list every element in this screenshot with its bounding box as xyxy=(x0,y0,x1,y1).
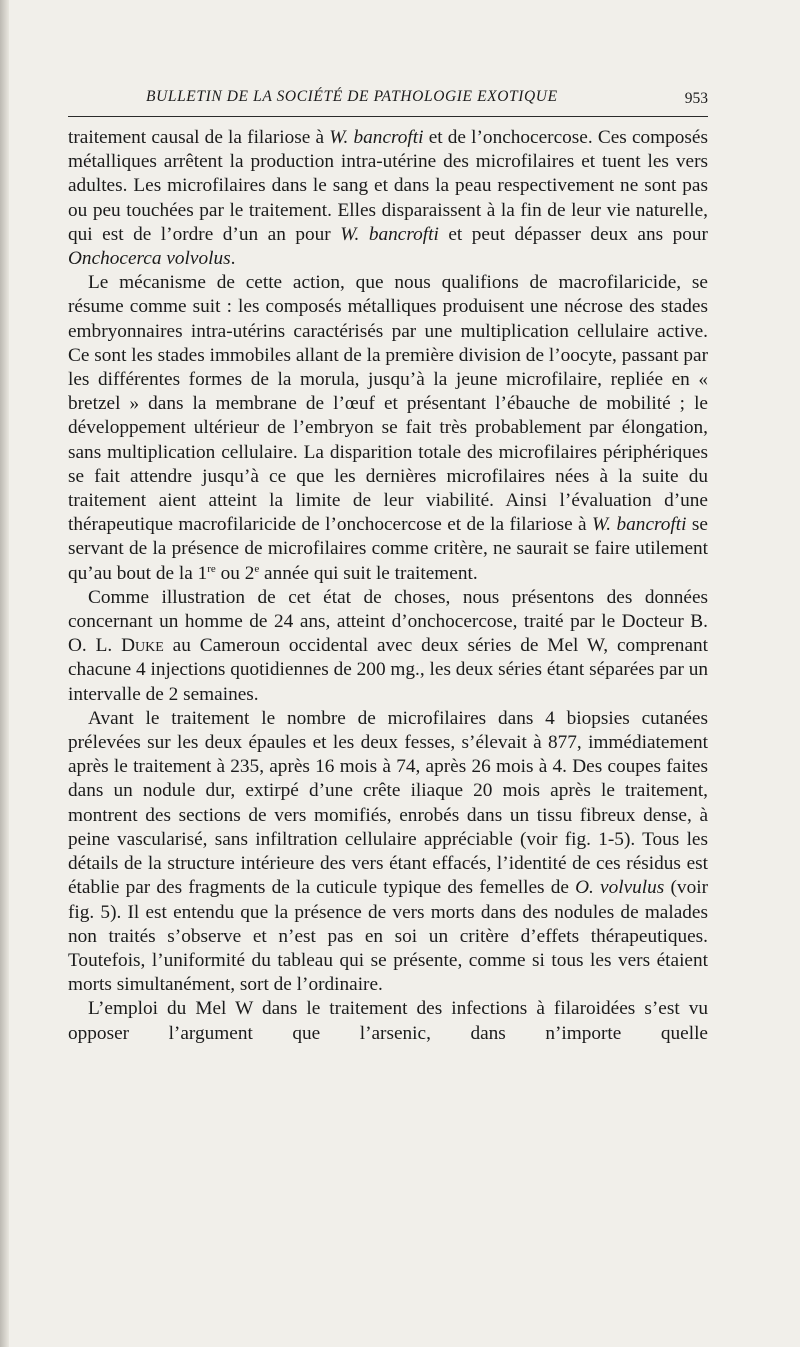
page-number: 953 xyxy=(684,90,708,107)
paragraph xyxy=(68,707,708,997)
text-run: L’emploi du Mel W dans le traitement des infections à filaroidées s’est vu opposer l’argument que l’arsenic, dans n’importe quelle xyxy=(68,998,708,1044)
paragraph xyxy=(68,997,708,1045)
paragraph xyxy=(68,271,708,586)
paragraph xyxy=(68,126,708,271)
text-run: se servant de la présence de microfilaires comme critère, ne saurait se faire utilement qu’au bout de la 1 xyxy=(68,514,708,584)
author-name: Duke xyxy=(121,635,164,657)
text-run: . xyxy=(230,248,236,270)
superscript: re xyxy=(207,562,216,575)
running-title: BULLETIN DE LA SOCIÉTÉ DE PATHOLOGIE EXOTIQUE xyxy=(146,88,558,105)
text-run: et peut dépasser deux ans pour xyxy=(438,223,708,245)
text-run: Avant le traitement le nombre de microfilaires dans 4 biopsies cutanées prélevées sur les deux épaules et les deux fesses, s’élevait à 877, immédiatement après le traitement à 235, après 16 mois à 74, après 26 mois à 4. Des coupes faites dans un nodule dur, extirpé d’une crête iliaque 20 mois après le traitement, montrent des sections de vers momifiés, enrobés dans un tissu fibreux dense, à peine vascularisé, sans infiltration cellulaire appréciable (voir fig. 1-5). Tous les détails de la structure intérieure des vers étant effacés, l’identité de ces résidus est établie par des fragments de la cuticule typique des femelles de xyxy=(68,707,708,899)
text-run: Comme illustration de cet état de choses, nous présentons des données concernant un homme de 24 ans, atteint d’onchocercose, traité par le Docteur B. O. L. xyxy=(68,586,708,657)
italic-text: W. bancrofti xyxy=(340,223,439,245)
italic-text: W. bancrofti xyxy=(592,514,687,536)
text-run: Le mécanisme de cette action, que nous qualifions de macrofilaricide, se résume comme suit : les composés métalliques produisent une nécrose des stades embryonnaires intra-utérins caractérisés par une multiplication cellulaire active. Ce sont les stades immobiles allant de la première division de l’oocyte, passant par les différentes formes de la morula, jusqu’à la jeune microfilaire, repliée en « bretzel » dans la membrane de l’œuf et présentant l’ébauche de mobilité ; le développement ultérieur de l’embryon se fait très probablement par élongation, sans multiplication cellulaire. La disparition totale des microfilaires périphériques se fait attendre jusqu’à ce que les dernières microfilaires nées à la suite du traitement aient atteint la limite de leur viabilité. Ainsi l’évaluation d’une thérapeutique macrofilaricide de l’onchocercose et de la filariose à xyxy=(68,272,708,536)
text-run: et de l’onchocercose. Ces composés métalliques arrêtent la production intra-utérine des microfilaires et tuent les vers adultes. Les microfilaires dans le sang et dans la peau respectivement ne sont pas ou peu touchées par le traitement. Elles disparaissent à la fin de leur vie naturelle, qui est de l’ordre d’un an pour xyxy=(68,127,708,245)
text-run: au Cameroun occidental avec deux séries de Mel W, comprenant chacune 4 injections quotidiennes de 200 mg., les deux séries étant séparées par un intervalle de 2 semaines. xyxy=(68,635,709,705)
italic-text: Onchocerca volvolus xyxy=(68,248,231,270)
italic-text: O. volvulus xyxy=(575,877,665,899)
paragraph xyxy=(68,586,708,707)
text-run: (voir fig. 5). Il est entendu que la présence de vers morts dans des nodules de malades non traités s’observe et n’est pas en soi un critère d’effets thérapeutiques. Toutefois, l’uniformité du tableau qui se présente, comme si tous les vers étaient morts simultanément, sort de l’ordinaire. xyxy=(68,877,708,996)
superscript: e xyxy=(254,562,260,575)
page-edge-shadow xyxy=(0,0,9,1347)
running-header xyxy=(68,86,708,114)
body-text xyxy=(68,126,708,1046)
text-run: année qui suit le traitement. xyxy=(259,562,478,584)
text-run: traitement causal de la filariose à xyxy=(68,127,330,148)
italic-text: W. bancrofti xyxy=(329,127,424,148)
text-run: ou 2 xyxy=(215,562,255,584)
header-rule xyxy=(68,116,708,117)
